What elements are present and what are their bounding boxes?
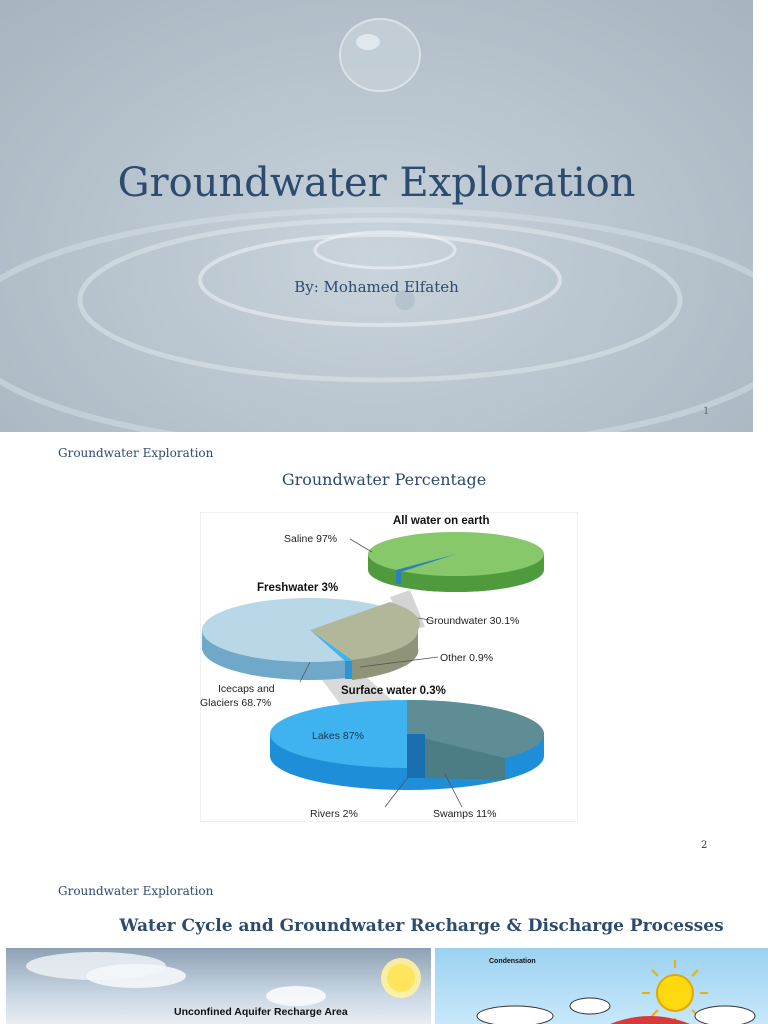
label-freshwater: Freshwater 3% bbox=[257, 582, 339, 594]
cloud-icon bbox=[570, 998, 610, 1014]
water-drop-background bbox=[0, 0, 753, 432]
slide-heading: Water Cycle and Groundwater Recharge & Discharge Processes bbox=[119, 916, 724, 936]
slide-header: Groundwater Exploration bbox=[58, 884, 214, 898]
presentation-title: Groundwater Exploration bbox=[117, 160, 636, 206]
title-slide bbox=[0, 0, 753, 432]
label-icecaps-line2: Glaciers 68.7% bbox=[200, 697, 272, 709]
cloud-icon bbox=[477, 1006, 553, 1024]
recharge-area-illustration bbox=[6, 948, 431, 1024]
water-cycle-slide bbox=[0, 870, 768, 1024]
water-cycle-illustration bbox=[435, 948, 768, 1024]
label-icecaps-line1: Icecaps and bbox=[218, 683, 275, 695]
pie-freshwater bbox=[202, 598, 420, 680]
cloud-icon bbox=[266, 986, 326, 1006]
label-saline: Saline 97% bbox=[284, 533, 338, 545]
label-groundwater: Groundwater 30.1% bbox=[426, 615, 520, 627]
groundwater-percentage-slide bbox=[0, 432, 768, 870]
recharge-area-label: Unconfined Aquifer Recharge Area bbox=[174, 1006, 348, 1018]
label-swamps: Swamps 11% bbox=[433, 808, 497, 820]
slide-heading: Groundwater Percentage bbox=[281, 470, 487, 489]
author-byline: By: Mohamed Elfateh bbox=[294, 278, 459, 296]
label-rivers: Rivers 2% bbox=[310, 808, 358, 820]
label-lakes: Lakes 87% bbox=[312, 730, 364, 742]
label-all-water: All water on earth bbox=[393, 515, 490, 527]
slide-header: Groundwater Exploration bbox=[58, 446, 214, 460]
page-number: 2 bbox=[701, 840, 708, 851]
page-number: 1 bbox=[703, 406, 710, 417]
cloud-icon bbox=[695, 1006, 755, 1024]
pie-all-water bbox=[368, 532, 544, 592]
condensation-label: Condensation bbox=[489, 958, 536, 965]
pie-surface-water bbox=[270, 700, 544, 790]
label-other: Other 0.9% bbox=[440, 652, 494, 664]
water-distribution-figure bbox=[200, 512, 578, 822]
label-surface-water: Surface water 0.3% bbox=[341, 685, 446, 697]
